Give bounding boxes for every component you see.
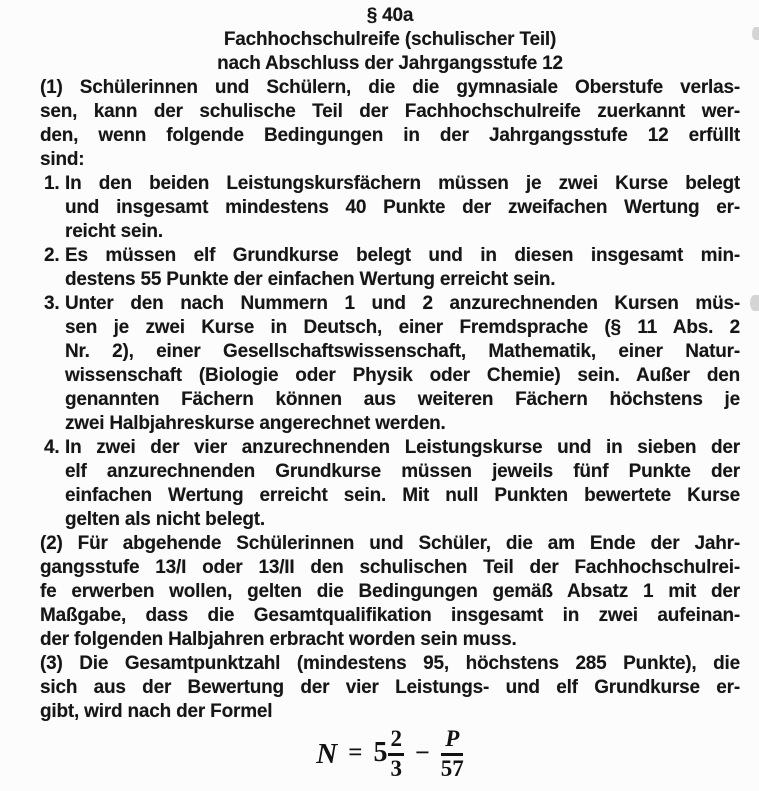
paragraph: [40, 652, 740, 724]
list-item-marker: 2.: [44, 245, 60, 266]
text-line: der folgenden Halbjahren erbracht worden sein muss.: [40, 629, 517, 650]
text-line: (1) Schülerinnen und Schülern, die die gymnasiale Oberstufe verlas-: [40, 77, 740, 98]
text-line: (2) Für abgehende Schülerinnen und Schüler, die am Ende der Jahr-: [40, 533, 740, 554]
text-line: reicht sein.: [65, 221, 163, 242]
text-line: sen je zwei Kurse in Deutsch, einer Fremdsprache (§ 11 Abs. 2: [65, 317, 740, 338]
paragraph: [40, 532, 740, 652]
fraction-denominator: 57: [440, 755, 464, 781]
fraction-denominator: 3: [390, 755, 402, 781]
text-line: zwei Halbjahreskurse angerechnet werden.: [65, 413, 446, 434]
text-line: Es müssen elf Grundkurse belegt und in diesen insgesamt min-: [65, 245, 740, 266]
text-line: In den beiden Leistungskursfächern müssen je zwei Kurse belegt: [65, 173, 740, 194]
fraction-two-thirds: [388, 727, 404, 780]
document-heading: [40, 4, 740, 76]
text-line: fe erwerben wollen, gelten die Bedingungen gemäß Absatz 1 mit der: [40, 581, 740, 602]
equals-sign: =: [348, 739, 363, 766]
text-line: Unter den nach Nummern 1 und 2 anzurechnenden Kursen müs-: [65, 293, 740, 314]
list-item-marker: 1.: [44, 173, 60, 194]
fraction-p-over-57: [441, 727, 464, 780]
text-line: einfachen Wertung erreicht sein. Mit null Punkten bewertete Kurse: [65, 485, 740, 506]
list-item: [40, 172, 740, 244]
text-line: In zwei der vier anzurechnenden Leistungskurse und in sieben der: [65, 437, 740, 458]
mixed-number: [373, 727, 404, 780]
list-item: [40, 292, 740, 436]
list-item: [40, 436, 740, 532]
formula: [40, 725, 740, 783]
text-line: elf anzurechnenden Grundkurse müssen jeweils fünf Punkte der: [65, 461, 740, 482]
fraction-numerator: 2: [388, 727, 404, 755]
text-line: sen, kann der schulische Teil der Fachhochschulreife zuerkannt wer-: [40, 101, 740, 122]
scan-artifact: [750, 295, 759, 311]
scan-artifact: [752, 27, 759, 40]
text-line: sich aus der Bewertung der vier Leistungs- und elf Grundkurse er-: [40, 677, 740, 698]
text-line: wissenschaft (Biologie oder Physik oder Chemie) sein. Außer den: [65, 365, 740, 386]
text-line: gangsstufe 13/I oder 13/II den schulischen Teil der Fachhochschulrei-: [40, 557, 740, 578]
text-line: und insgesamt mindestens 40 Punkte der zweifachen Wertung er-: [65, 197, 740, 218]
text-line: (3) Die Gesamtpunktzahl (mindestens 95, höchstens 285 Punkte), die: [40, 653, 740, 674]
paragraph: [40, 76, 740, 172]
minus-sign: −: [414, 738, 430, 767]
section-subtitle: nach Abschluss der Jahrgangsstufe 12: [217, 53, 563, 74]
list-item-marker: 4.: [44, 437, 60, 458]
list-item-marker: 3.: [44, 293, 60, 314]
fraction-numerator: P: [441, 727, 463, 755]
list-item: [40, 244, 740, 292]
text-line: Maßgabe, dass die Gesamtqualifikation insgesamt in zwei aufeinan-: [40, 605, 740, 626]
formula-variable: N: [316, 738, 338, 770]
text-line: sind:: [40, 149, 85, 170]
section-number: § 40a: [366, 5, 414, 26]
text-line: destens 55 Punkte der einfachen Wertung erreicht sein.: [65, 269, 556, 290]
section-title: Fachhochschulreife (schulischer Teil): [223, 29, 557, 50]
text-line: gelten als nicht belegt.: [65, 509, 266, 530]
text-line: genannten Fächern können aus weiteren Fächern höchstens je: [65, 389, 740, 410]
text-line: den, wenn folgende Bedingungen in der Jahrgangsstufe 12 erfüllt: [40, 125, 740, 146]
document-body: [40, 76, 740, 724]
text-line: Nr. 2), einer Gesellschaftswissenschaft, Mathematik, einer Natur-: [65, 341, 740, 362]
text-line: gibt, wird nach der Formel: [40, 701, 273, 722]
integer-part: 5: [373, 737, 388, 768]
